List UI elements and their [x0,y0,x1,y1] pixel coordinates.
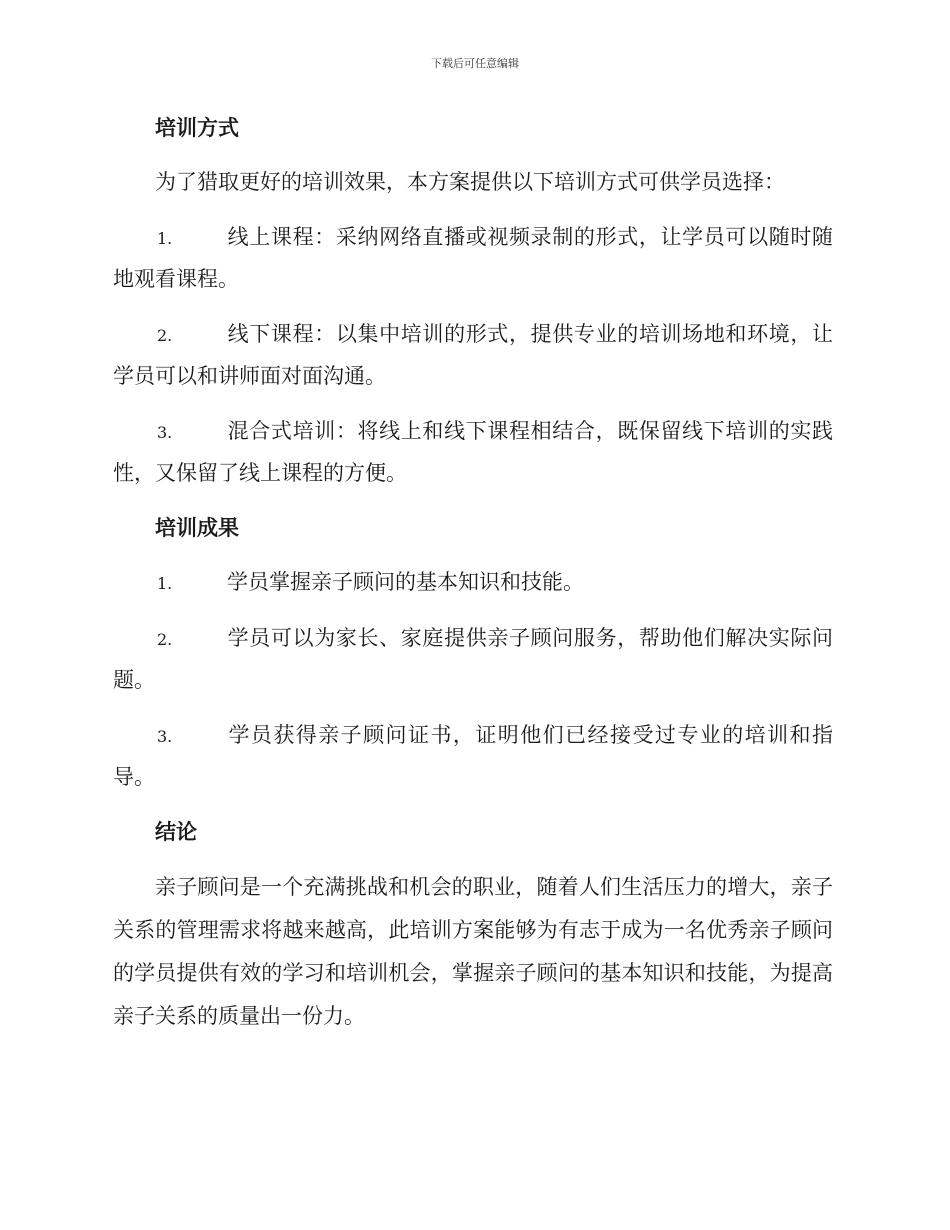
section-heading-training-methods: 培训方式 [155,115,239,140]
list-item-number: 1. [157,229,173,248]
list-item-text: 学员获得亲子顾问证书，证明他们已经接受过专业的培训和指导。 [113,723,833,789]
page-header-note: 下载后可任意编辑 [431,57,519,70]
list-item-text: 线上课程：采纳网络直播或视频录制的形式，让学员可以随时随地观看课程。 [113,225,833,291]
list-item [113,715,833,798]
list-item-number: 2. [157,630,173,649]
list-item-text: 混合式培训：将线上和线下课程相结合，既保留线下培训的实践性，又保留了线上课程的方便。 [113,419,833,485]
section-heading-conclusion: 结论 [155,819,197,844]
list-item-number: 3. [157,727,173,746]
conclusion-paragraph: 亲子顾问是一个充满挑战和机会的职业，随着人们生活压力的增大，亲子关系的管理需求将越来越高，此培训方案能够为有志于成为一名优秀亲子顾问的学员提供有效的学习和培训机会，掌握亲子顾问的基本知识和技能，为提高亲子关系的质量出一份力。 [113,875,833,1028]
list-item-number: 2. [157,326,173,345]
list-item [113,411,833,494]
section-heading-training-results: 培训成果 [155,515,239,540]
list-item [113,618,833,701]
list-item [113,562,833,604]
list-item-number: 1. [157,574,173,593]
document-body [113,108,833,1052]
training-methods-intro: 为了猎取更好的培训效果，本方案提供以下培训方式可供学员选择： [155,170,785,194]
list-item [113,314,833,397]
list-item-number: 3. [157,423,173,442]
list-item-text: 学员掌握亲子顾问的基本知识和技能。 [227,570,584,594]
list-item-text: 线下课程：以集中培训的形式，提供专业的培训场地和环境，让学员可以和讲师面对面沟通。 [113,322,833,388]
list-item-text: 学员可以为家长、家庭提供亲子顾问服务，帮助他们解决实际问题。 [113,626,833,692]
list-item [113,217,833,300]
